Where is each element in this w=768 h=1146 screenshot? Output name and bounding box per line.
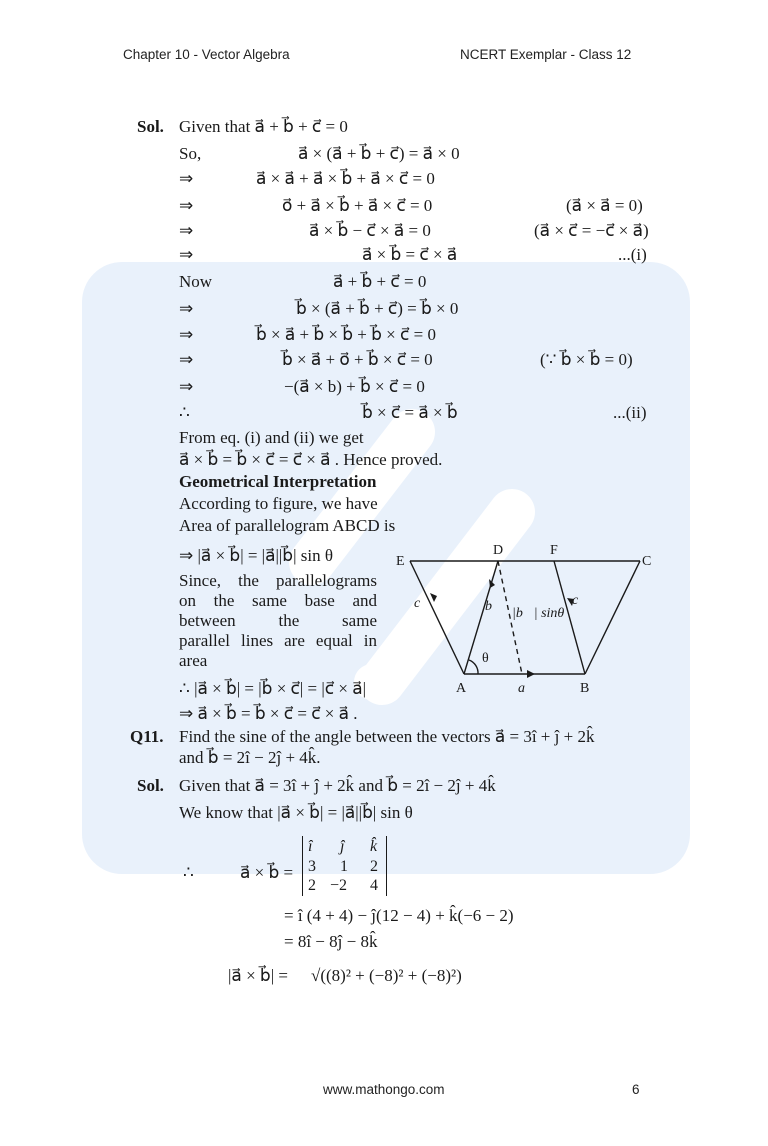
step-left: ⇒ (179, 377, 194, 396)
arrow-a (527, 670, 535, 678)
step-note: (a⃗ × a⃗ = 0) (566, 196, 643, 215)
matrix-cell: 4 (370, 877, 378, 894)
step-expr: b⃗ × c⃗ = a⃗ × b⃗ (362, 403, 458, 422)
step-expr: b⃗ × a⃗ + o⃗ + b⃗ × c⃗ = 0 (282, 350, 433, 369)
area-expression: ⇒ |a⃗ × b⃗| = |a⃗||b⃗| sin θ (179, 546, 333, 565)
step-expr: b⃗ × (a⃗ + b⃗ + c⃗) = b⃗ × 0 (296, 299, 459, 318)
since-line: on the same base and (179, 591, 377, 610)
footer-url: www.mathongo.com (323, 1082, 445, 1097)
step-left: ∴ (179, 403, 190, 422)
question-label: Q11. (130, 727, 164, 746)
label-vec-b: b⃗ (485, 599, 503, 614)
theta-arc (469, 660, 478, 674)
matrix-cell: î (308, 838, 313, 855)
implies-expression: ⇒ a⃗ × b⃗ = b⃗ × c⃗ = c⃗ × a⃗ . (179, 704, 358, 723)
step-expr: a⃗ × b⃗ = c⃗ × a⃗ (362, 245, 458, 264)
step-expr: a⃗ × (a⃗ + b⃗ + c⃗) = a⃗ × 0 (298, 144, 460, 163)
side-bc (585, 561, 640, 674)
label-height: |b⃗| sinθ (512, 606, 565, 621)
page-number: 6 (632, 1082, 640, 1097)
header-chapter: Chapter 10 - Vector Algebra (123, 47, 290, 62)
matrix-cell: ĵ (340, 838, 345, 855)
therefore-symbol: ∴ (183, 863, 194, 882)
label-d: D (493, 543, 504, 558)
step-left: Now (179, 272, 213, 291)
geometrical-title: Geometrical Interpretation (179, 472, 377, 491)
step-expr: a⃗ × a⃗ + a⃗ × b⃗ + a⃗ × c⃗ = 0 (256, 169, 435, 188)
matrix-cell: 2 (308, 877, 316, 894)
matrix-cell: k̂ (370, 838, 378, 855)
from-eq-line: From eq. (i) and (ii) we get (179, 428, 364, 447)
label-theta: θ (482, 651, 489, 666)
label-vec-c-right: c⃗ (572, 593, 590, 608)
matrix-cell: 2 (370, 858, 378, 875)
sol-label: Sol. (137, 776, 164, 795)
step-note: (a⃗ × c⃗ = −c⃗ × a⃗) (534, 221, 649, 240)
step-expr: −(a⃗ × b) + b⃗ × c⃗ = 0 (284, 377, 425, 396)
determinant-right-bar (386, 836, 387, 896)
since-line: Since, the parallelograms (179, 571, 377, 590)
header-class: NCERT Exemplar - Class 12 (460, 47, 632, 62)
determinant-left-bar (302, 836, 303, 896)
since-line: area (179, 651, 208, 670)
magnitude-rhs: √((8)² + (−8)² + (−8)²) (311, 966, 462, 985)
step-expr: a⃗ + b⃗ + c⃗ = 0 (333, 272, 427, 291)
step-left: So, (179, 144, 202, 163)
proved-line: a⃗ × b⃗ = b⃗ × c⃗ = c⃗ × a⃗ . Hence proved. (179, 450, 443, 469)
sol-label: Sol. (137, 117, 164, 136)
know-line: We know that |a⃗ × b⃗| = |a⃗||b⃗| sin θ (179, 803, 413, 822)
expansion-line: = î (4 + 4) − ĵ(12 − 4) + k̂(−6 − 2) (284, 906, 514, 925)
label-e: E (396, 554, 405, 569)
geo-line: Area of parallelogram ABCD is (179, 516, 396, 535)
expansion-line: = 8î − 8ĵ − 8k̂ (284, 932, 378, 951)
label-f: F (550, 543, 558, 558)
matrix-cell: 3 (308, 858, 316, 875)
label-vec-a: a⃗ (518, 681, 536, 696)
since-line: parallel lines are equal in (179, 631, 377, 650)
magnitude-lhs: |a⃗ × b⃗| = (228, 966, 288, 985)
eq-number-ii: ...(ii) (613, 403, 647, 422)
question-line: Find the sine of the angle between the vectors a⃗ = 3î + ĵ + 2k̂ (179, 727, 595, 746)
cross-lhs: a⃗ × b⃗ = (240, 863, 294, 882)
step-left: ⇒ (179, 350, 194, 369)
since-line: between the same (179, 611, 377, 630)
side-ad (464, 561, 498, 674)
step-left: ⇒ (179, 221, 194, 240)
eq-number-i: ...(i) (618, 245, 647, 264)
step-expr: a⃗ × b⃗ − c⃗ × a⃗ = 0 (309, 221, 431, 240)
label-vec-c-left: c⃗ (414, 596, 432, 611)
parallelogram-diagram (392, 540, 662, 700)
step-note: (∵ b⃗ × b⃗ = 0) (540, 350, 633, 369)
given-line: Given that a⃗ = 3î + ĵ + 2k̂ and b⃗ = 2î − 2ĵ + 4k̂ (179, 776, 496, 795)
step-left: ⇒ (179, 325, 194, 344)
matrix-cell: 1 (340, 858, 348, 875)
therefore-expression: ∴ |a⃗ × b⃗| = |b⃗ × c⃗| = |c⃗ × a⃗| (179, 679, 367, 698)
step-left: ⇒ (179, 299, 194, 318)
side-ea (410, 561, 464, 674)
step-expr: o⃗ + a⃗ × b⃗ + a⃗ × c⃗ = 0 (282, 196, 433, 215)
matrix-cell: −2 (330, 877, 348, 894)
step-expr: b⃗ × a⃗ + b⃗ × b⃗ + b⃗ × c⃗ = 0 (256, 325, 436, 344)
step-left: ⇒ (179, 169, 194, 188)
given-line: Given that a⃗ + b⃗ + c⃗ = 0 (179, 117, 348, 136)
step-left: ⇒ (179, 245, 194, 264)
step-left: ⇒ (179, 196, 194, 215)
label-a: A (456, 681, 467, 696)
label-b: B (580, 681, 590, 696)
question-line: and b⃗ = 2î − 2ĵ + 4k̂. (179, 748, 321, 767)
label-c: C (642, 554, 652, 569)
geo-line: According to figure, we have (179, 494, 378, 513)
